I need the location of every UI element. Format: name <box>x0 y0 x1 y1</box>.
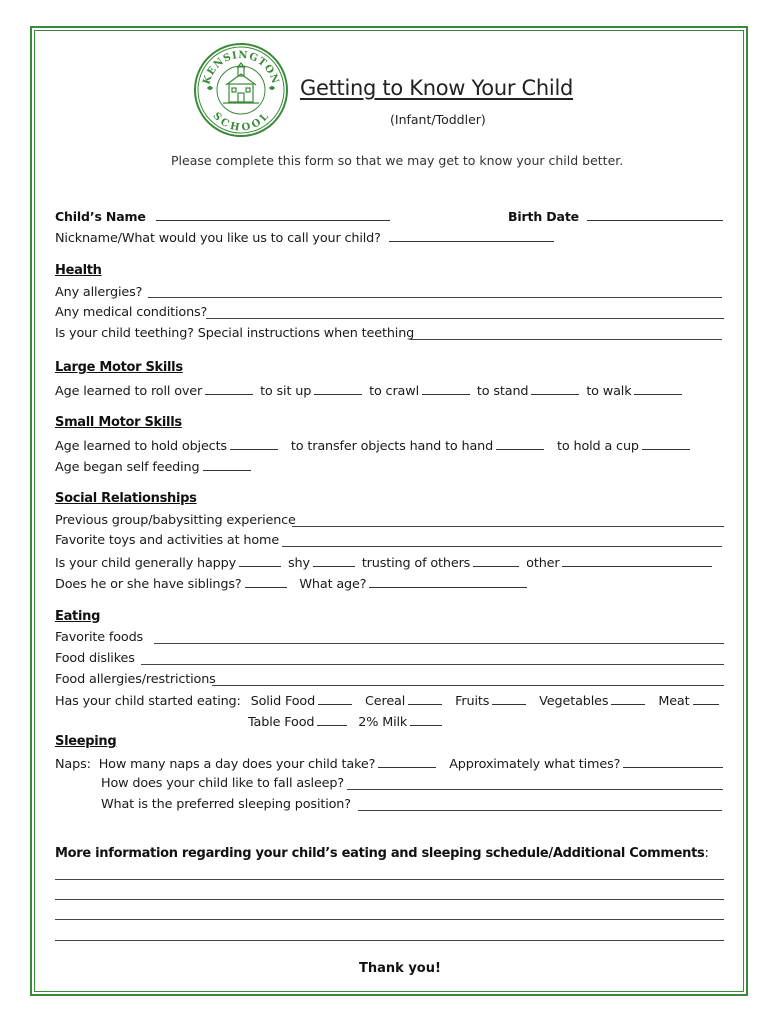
crawl-field[interactable] <box>422 382 470 395</box>
comments-heading-text: More information regarding your child’s eating and sleeping schedule/Additional Comments <box>55 846 705 861</box>
hold-objects-field[interactable] <box>230 437 278 450</box>
other-label: other <box>526 556 560 571</box>
cereal-field[interactable] <box>408 692 442 705</box>
self-feeding-field[interactable] <box>203 458 251 471</box>
vegetables-field[interactable] <box>611 692 645 705</box>
fruits-field[interactable] <box>492 692 526 705</box>
allergies-label: Any allergies? <box>55 285 143 300</box>
allergies-row <box>55 285 142 301</box>
sleeping-heading: Sleeping <box>55 734 117 749</box>
allergies-field[interactable] <box>148 297 722 298</box>
solid-label: Solid Food <box>250 694 316 709</box>
other-field[interactable] <box>562 554 712 567</box>
nap-times-label: Approximately what times? <box>449 757 621 772</box>
large-motor-row <box>55 382 685 400</box>
started-eating-row <box>55 692 722 710</box>
comments-line-1[interactable] <box>55 879 724 880</box>
comments-colon: : <box>704 846 709 861</box>
walk-field[interactable] <box>634 382 682 395</box>
favorite-toys-label: Favorite toys and activities at home <box>55 533 280 548</box>
nickname-field[interactable] <box>389 229 554 242</box>
logo-text-top: KENSINGTON <box>201 49 281 86</box>
fall-asleep-label: How does your child like to fall asleep? <box>101 776 345 791</box>
thank-you-text: Thank you! <box>359 961 441 976</box>
meat-label: Meat <box>658 694 690 709</box>
position-row <box>101 797 351 813</box>
small-motor-row <box>55 437 693 455</box>
comments-line-4[interactable] <box>55 940 724 941</box>
form-title: Getting to Know Your Child <box>300 76 574 100</box>
hold-objects-label: Age learned to hold objects <box>55 439 227 454</box>
birth-date-label: Birth Date <box>508 209 579 224</box>
shy-field[interactable] <box>313 554 355 567</box>
favorite-toys-row <box>55 533 279 549</box>
medical-row <box>55 305 207 321</box>
previous-label: Previous group/babysitting experience <box>55 513 296 528</box>
started-eating-label: Has your child started eating: <box>55 694 241 709</box>
position-field[interactable] <box>358 810 722 811</box>
naps-field[interactable] <box>378 755 436 768</box>
fruits-label: Fruits <box>455 694 490 709</box>
food-allergies-label: Food allergies/restrictions <box>55 672 216 687</box>
self-feeding-row <box>55 458 254 476</box>
teething-label: Is your child teething? Special instructions when teething <box>55 326 415 341</box>
child-name-row <box>55 208 393 226</box>
small-motor-heading: Small Motor Skills <box>55 415 182 430</box>
large-motor-heading: Large Motor Skills <box>55 360 183 375</box>
previous-row <box>55 513 296 529</box>
child-name-label: Child’s Name <box>55 209 146 224</box>
health-heading: Health <box>55 263 102 278</box>
cup-label: to hold a cup <box>557 439 639 454</box>
favorite-foods-field[interactable] <box>154 643 724 644</box>
nickname-label: Nickname/What would you like us to call your child? <box>55 231 381 246</box>
self-feeding-label: Age began self feeding <box>55 460 200 475</box>
form-intro: Please complete this form so that we may get to know your child better. <box>171 153 624 168</box>
school-logo <box>193 42 289 138</box>
nap-times-field[interactable] <box>623 755 723 768</box>
favorite-foods-row <box>55 630 143 646</box>
happy-label: Is your child generally happy <box>55 556 237 571</box>
table-food-field[interactable] <box>317 713 347 726</box>
comments-line-3[interactable] <box>55 919 724 920</box>
siblings-field[interactable] <box>245 575 287 588</box>
eating-heading: Eating <box>55 609 101 624</box>
birth-date-row <box>508 208 726 226</box>
dislikes-label: Food dislikes <box>55 651 135 666</box>
naps-row <box>55 755 726 773</box>
fall-asleep-field[interactable] <box>347 789 723 790</box>
previous-field[interactable] <box>292 526 724 527</box>
teething-row <box>55 326 414 342</box>
comments-heading <box>55 846 709 861</box>
favorite-toys-field[interactable] <box>282 546 722 547</box>
svg-text:KENSINGTON <box>201 50 280 86</box>
stand-label: to stand <box>476 384 529 399</box>
dislikes-field[interactable] <box>141 664 724 665</box>
solid-field[interactable] <box>318 692 352 705</box>
trusting-field[interactable] <box>473 554 519 567</box>
roll-label: Age learned to roll over <box>55 384 203 399</box>
shy-label: shy <box>287 556 310 571</box>
happy-field[interactable] <box>239 554 281 567</box>
milk-field[interactable] <box>410 713 442 726</box>
transfer-label: to transfer objects hand to hand <box>290 439 494 454</box>
birth-date-field[interactable] <box>587 208 723 221</box>
sibling-age-label: What age? <box>299 577 367 592</box>
sit-label: to sit up <box>260 384 312 399</box>
sibling-age-field[interactable] <box>369 575 527 588</box>
siblings-label: Does he or she have siblings? <box>55 577 242 592</box>
crawl-label: to crawl <box>369 384 419 399</box>
siblings-row <box>55 575 530 593</box>
dislikes-row <box>55 651 135 667</box>
milk-label: 2% Milk <box>358 715 408 730</box>
temperament-row <box>55 554 715 572</box>
nickname-row <box>55 229 557 247</box>
naps-question: How many naps a day does your child take? <box>98 757 376 772</box>
walk-label: to walk <box>586 384 632 399</box>
meat-field[interactable] <box>693 692 719 705</box>
position-label: What is the preferred sleeping position? <box>101 797 351 812</box>
cereal-label: Cereal <box>365 694 406 709</box>
sit-field[interactable] <box>314 382 362 395</box>
cup-field[interactable] <box>642 437 690 450</box>
roll-field[interactable] <box>205 382 253 395</box>
food-allergies-field[interactable] <box>212 685 724 686</box>
trusting-label: trusting of others <box>361 556 471 571</box>
form-subtitle: (Infant/Toddler) <box>390 112 486 127</box>
transfer-field[interactable] <box>496 437 544 450</box>
stand-field[interactable] <box>531 382 579 395</box>
naps-label: Naps: <box>55 757 91 772</box>
comments-line-2[interactable] <box>55 899 724 900</box>
favorite-foods-label: Favorite foods <box>55 630 144 645</box>
food-allergies-row <box>55 672 216 688</box>
logo-text-bottom: SCHOOL <box>210 110 272 134</box>
teething-field[interactable] <box>410 339 722 340</box>
social-heading: Social Relationships <box>55 491 197 506</box>
table-food-row <box>248 713 445 731</box>
table-food-label: Table Food <box>248 715 315 730</box>
vegetables-label: Vegetables <box>539 694 609 709</box>
medical-field[interactable] <box>206 318 724 319</box>
fall-asleep-row <box>101 776 344 792</box>
medical-label: Any medical conditions? <box>55 305 208 320</box>
child-name-field[interactable] <box>156 208 390 221</box>
